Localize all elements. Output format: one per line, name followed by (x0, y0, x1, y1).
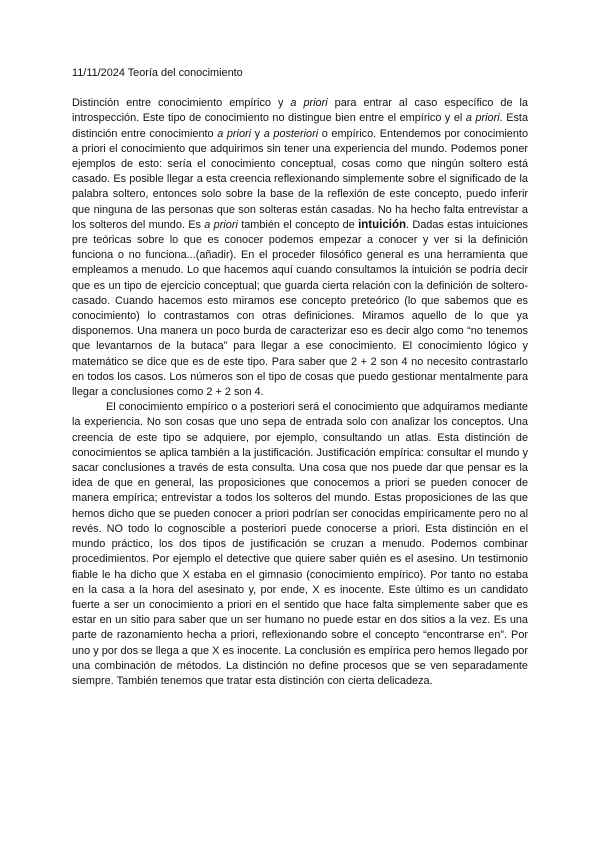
text-run: . Dadas estas intuiciones pre teóricas sobre lo que es conocer podemos empezar a conocer y ver si la definición funciona o no funciona...(añadir). En el proceder filosófico general es una herramienta que empleamos a menudo. Lo que hacemos aquí cuando consultamos la intuición se podría decir que es un tipo de ejercicio conceptual; que guarda cierta relación con la definición de soltero- casado. Cuando hacemos esto miramos ese concepto preteórico (lo que sabemos que es conocimiento) lo contrastamos con otras definiciones. Miramos aquello de lo que ya disponemos. Una manera un poco burda de caracterizar eso es decir algo como “no tenemos que levantarnos de la butaca” para llegar a ese conocimiento. El conocimiento lógico y matemático se dice que es de este tipo. Para saber que 2 + 2 son 4 no necesito contrastarlo en todos los casos. Los números son el tipo de cosas que puedo gestionar mentalmente para llegar a conclusiones como 2 + 2 son 4. (72, 218, 528, 399)
italic-term: a posteriori (263, 127, 319, 140)
text-run: . Esta distinción entre conocimiento (72, 112, 529, 140)
paragraph-a-posteriori: El conocimiento empírico o a posteriori será el conocimiento que adquiramos mediante la experiencia. No son cosas que uno sepa de entrada solo con analizar los conceptos. Una creencia de este tipo se adquiere, por ejemplo, consultando un atlas. Esta distinción de conocimientos se aplica también a la justificación. Justificación empírica: consultar el mundo y sacar conclusiones a través de esta consulta. Una cosa que nos puede dar que pensar es la idea de que en general, las proposiciones que conocemos a priori se pueden conocer de manera empírica; entrevistar a todos los solteros del mundo. Estas proposiciones de las que hemos dicho que se pueden conocer a priori podrían ser conocidas empíricamente pero no al revés. NO todo lo cognoscible a posteriori puede conocerse a priori. Esta distinción en el mundo práctico, los dos tipos de justificación se cruzan a menudo. Podemos combinar procedimientos. Por ejemplo el detective que quiere saber quién es el asesino. Un testimonio fiable le ha dicho que X estaba en el gimnasio (conocimiento empírico). Por tanto no estaba en la casa a la hora del asesinato y, por ende, X es inocente. Este último es un candidato fuerte a ser un conocimiento a priori en el sentido que hace falta simplemente saber que es estar en un sitio para saber que un ser humano no puede estar en dos sitios a la vez. Es una parte de razonamiento hecha a priori, reflexionando sobre el concepto “encontrarse en”. Por uno y por dos se llega a que X es inocente. La conclusión es empírica pero hemos llegado por una combinación de métodos. La distinción no define procesos que se ven separadamente siempre. También tenemos que tratar esta distinción con cierta delicadeza. (72, 401, 528, 687)
italic-term: a priori (217, 127, 252, 140)
text-run: también el concepto de (237, 218, 359, 231)
italic-term: a priori (465, 112, 500, 125)
text-run: Distinción entre conocimiento empírico y (72, 97, 291, 110)
italic-term: a priori (290, 97, 328, 110)
text-run: o empírico. Entendemos por conocimiento a priori el conocimiento que adquirimos sin tener una experiencia del mundo. Podemos poner ejemplos de esto: sería el conocimiento conceptual, cosas como que ningún soltero está casado. Es posible llegar a esta creencia reflexionando simplemente sobre el significado de la palabra soltero, entonces solo sobre la base de la reflexión de este concepto, puedo inferir que ninguna de las personas que son solteras están casadas. No ha hecho falta entrevistar a los solteros del mundo. Es (72, 127, 529, 231)
text-run: para entrar al caso específico de la introspección. Este tipo de conocimiento no distingue bien entre el empírico y el (72, 97, 528, 125)
bold-term: intuición (358, 218, 406, 231)
document-title: 11/11/2024 Teoría del conocimiento (72, 67, 243, 79)
document-page (72, 66, 528, 689)
paragraph-a-priori (72, 96, 528, 400)
text-run: y (251, 127, 264, 140)
italic-term: a priori (204, 218, 238, 231)
